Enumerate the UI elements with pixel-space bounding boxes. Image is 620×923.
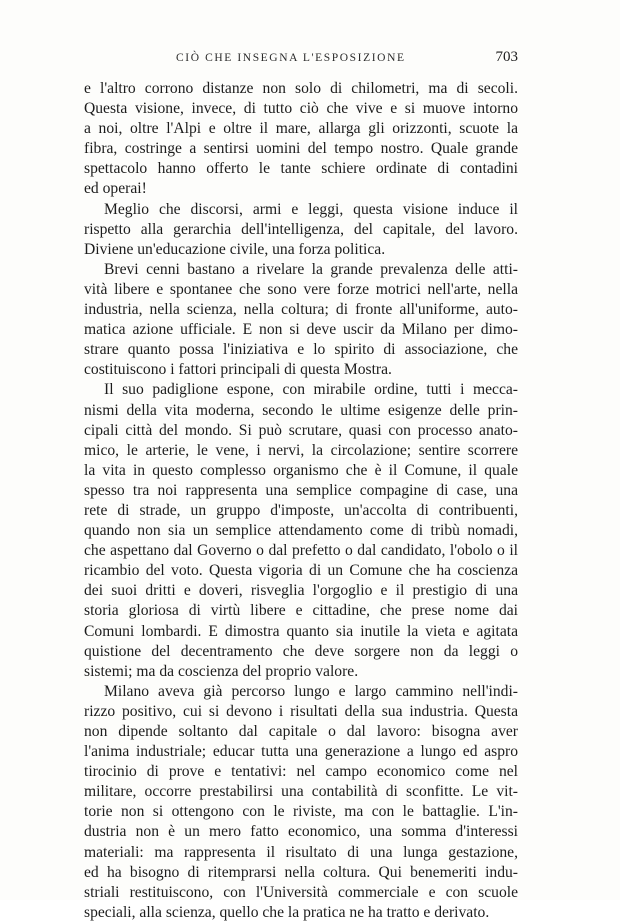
text-line: Il suo padiglione espone, con mirabile ordine, tutti i mecca- bbox=[104, 381, 518, 399]
running-title: CIÒ CHE INSEGNA L'ESPOSIZIONE bbox=[176, 52, 406, 64]
text-line: materiali: ma rappresenta il risultato di una lunga gestazione, bbox=[84, 843, 518, 861]
text-line: Comuni lombardi. E dimostra quanto sia inutile la vieta e agitata bbox=[84, 622, 518, 640]
text-line: tirocinio di prove e tentativi: nel campo economico come nel bbox=[84, 763, 518, 781]
text-line: spesso tra noi rappresenta una semplice compagine di case, una bbox=[84, 481, 518, 499]
text-line: dei suoi dritti e doveri, risveglia l'orgoglio e il prestigio di una bbox=[84, 582, 518, 600]
text-line: a noi, oltre l'Alpi e oltre il mare, allarga gli orizzonti, scuote la bbox=[84, 120, 518, 138]
text-line: che aspettano dal Governo o dal prefetto o dal candidato, l'obolo o il bbox=[84, 542, 518, 560]
text-line: ed operai! bbox=[84, 180, 147, 198]
text-line: quando non sia un semplice attendamento come di tribù nomadi, bbox=[84, 522, 518, 540]
text-line: e l'altro corrono distanze non solo di chilometri, ma di secoli. bbox=[84, 80, 518, 97]
text-line: spettacolo hanno offerto le tante schiere ordinate di contadini bbox=[84, 160, 518, 178]
text-line: ed ha bisogno di ritemprarsi nella coltura. Qui benemeriti indu- bbox=[84, 863, 518, 881]
text-line: l'anima industriale; educar tutta una generazione a lungo ed aspro bbox=[84, 743, 518, 761]
paragraph bbox=[84, 260, 518, 381]
paragraph bbox=[84, 79, 518, 200]
text-line: storia gloriosa di virtù libere e cittadine, che prese nome dai bbox=[84, 602, 518, 620]
text-line: Milano aveva già percorso lungo e largo cammino nell'indi- bbox=[104, 682, 518, 700]
text-line: vità libere e spontanee che sono vere forze motrici nell'arte, nella bbox=[84, 280, 518, 298]
text-line: cipali città del mondo. Si può scrutare, quasi con processo anato- bbox=[84, 421, 518, 439]
page-header bbox=[84, 50, 518, 72]
paragraph bbox=[84, 682, 518, 923]
text-line: Diviene un'educazione civile, una forza politica. bbox=[84, 240, 386, 258]
text-line: rispetto alla gerarchia dell'intelligenza, del capitale, del lavoro. bbox=[84, 220, 518, 238]
page-number: 703 bbox=[495, 49, 518, 65]
text-line: non dipende soltanto dal capitale o dal lavoro: bisogna aver bbox=[84, 723, 518, 740]
text-line: ricambio del voto. Questa vigoria di un Comune che ha coscienza bbox=[84, 562, 518, 580]
text-line: strare quanto possa l'iniziativa e lo spirito di associazione, che bbox=[84, 341, 518, 359]
text-line: torie non si ottengono con le riviste, ma con le battaglie. L'in- bbox=[84, 803, 518, 821]
text-line: dustria non è un mero fatto economico, una somma d'interessi bbox=[84, 823, 518, 841]
text-line: Meglio che discorsi, armi e leggi, questa visione induce il bbox=[104, 200, 518, 218]
text-line: militare, occorre prestabilirsi una contabilità di sconfitte. Le vit- bbox=[84, 783, 518, 801]
paragraph bbox=[84, 380, 518, 681]
text-line: la vita in questo complesso organismo che è il Comune, il quale bbox=[84, 461, 518, 479]
text-line: fibra, costringe a sentirsi uomini del tempo nostro. Quale grande bbox=[84, 140, 518, 158]
text-line: rizzo positivo, cui si devono i risultati della sua industria. Questa bbox=[84, 702, 518, 720]
text-line: industria, nella scienza, nella coltura; di fronte all'uniforme, auto- bbox=[84, 301, 518, 319]
text-line: striali restituiscono, con l'Università commerciale e con scuole bbox=[84, 883, 518, 901]
text-line: Questa visione, invece, di tutto ciò che vive e si muove intorno bbox=[84, 100, 518, 118]
text-line: costituiscono i fattori principali di questa Mostra. bbox=[84, 361, 392, 379]
paragraph bbox=[84, 200, 518, 260]
text-line: rete di strade, un gruppo d'imposte, un'accolta di contribuenti, bbox=[84, 501, 518, 519]
text-line: Brevi cenni bastano a rivelare la grande prevalenza delle atti- bbox=[104, 260, 518, 278]
text-line: quistione del decentramento che deve sorgere non da leggi o bbox=[84, 642, 518, 660]
body-text bbox=[84, 79, 518, 923]
text-line: nismi della vita moderna, secondo le ultime esigenze delle prin- bbox=[84, 401, 518, 419]
text-line: mico, le arterie, le vene, i nervi, la circolazione; sentire scorrere bbox=[84, 441, 518, 459]
text-line: matica azione ufficiale. E non si deve uscir da Milano per dimo- bbox=[84, 321, 518, 339]
text-line: sistemi; ma da coscienza del proprio valore. bbox=[84, 662, 359, 680]
text-line: speciali, alla scienza, quello che la pratica ne ha tratto e derivato. bbox=[84, 903, 490, 921]
